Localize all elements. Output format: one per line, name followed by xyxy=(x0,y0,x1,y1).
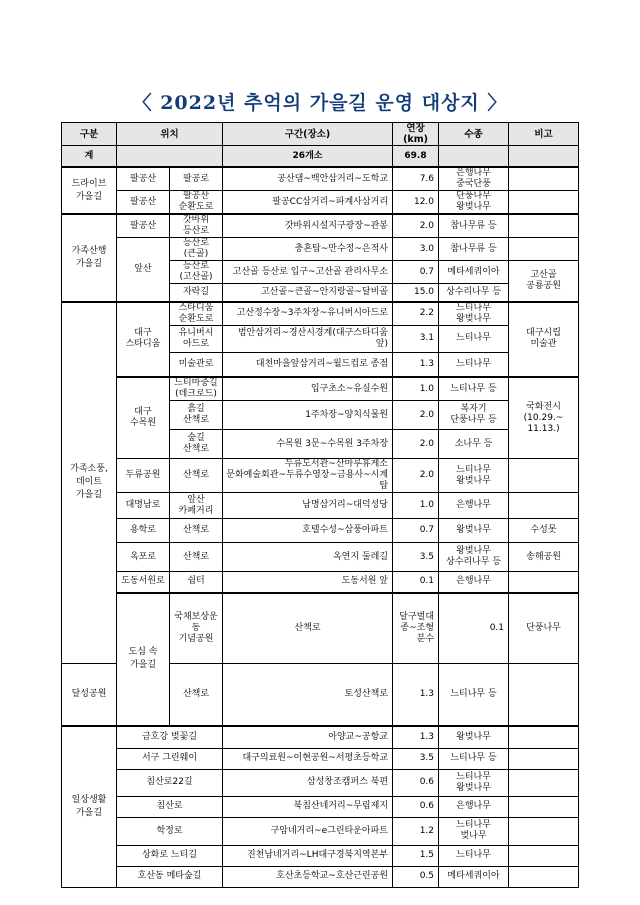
location-cell: 옥포로 xyxy=(117,543,170,572)
sub-location-cell: 팔공로 xyxy=(170,167,223,191)
total-note xyxy=(509,146,579,168)
species-cell: 느티나무 등 xyxy=(439,748,509,769)
location-cell: 침산로22길 xyxy=(117,769,223,796)
species-cell: 복자기 단풍나무 등 xyxy=(439,401,509,430)
table-row xyxy=(62,593,579,664)
length-cell: 1.3 xyxy=(393,664,439,726)
total-label: 계 xyxy=(62,146,117,168)
location-cell: 국채보상운동 기념공원 xyxy=(170,593,223,664)
table-row xyxy=(62,214,579,238)
total-section: 26개소 xyxy=(223,146,393,168)
section-cell: 1주차장~양치식물원 xyxy=(223,401,393,430)
species-cell: 상수리나무 등 xyxy=(439,284,509,302)
length-cell: 0.7 xyxy=(393,519,439,543)
note-cell xyxy=(509,493,579,519)
section-cell: 갓바위시설지구광장~관봉 xyxy=(223,214,393,238)
note-cell xyxy=(509,748,579,769)
length-cell: 2.0 xyxy=(393,459,439,493)
sub-location-cell: 자락길 xyxy=(170,284,223,302)
note-cell xyxy=(509,191,579,215)
location-cell: 호산동 메타숲길 xyxy=(117,866,223,887)
sub-location-cell: 미술관로 xyxy=(170,352,223,377)
species-cell: 단풍나무 xyxy=(509,593,579,664)
header-section: 구간(장소) xyxy=(223,123,393,146)
sub-location-cell: 산책로 xyxy=(223,593,393,664)
section-cell: 대천마을앞삼거리~월드컵로 종점 xyxy=(223,352,393,377)
sub-location-cell: 산책로 xyxy=(170,664,223,726)
species-cell: 단풍나무 왕벚나무 xyxy=(439,191,509,215)
section-cell: 호텔수성~삼풍아파트 xyxy=(223,519,393,543)
species-cell: 왕벚나무 상수리나무 등 xyxy=(439,543,509,572)
length-cell: 0.5 xyxy=(393,866,439,887)
section-cell: 고산골~큰골~안지랑골~달비골 xyxy=(223,284,393,302)
length-cell: 3.0 xyxy=(393,238,439,261)
note-cell xyxy=(509,769,579,796)
species-cell: 은행나무 중국단풍 xyxy=(439,167,509,191)
sub-location-cell: 유니버시 아드로 xyxy=(170,325,223,352)
location-cell: 대명남로 xyxy=(117,493,170,519)
sub-location-cell: 산책로 xyxy=(170,459,223,493)
sub-location-cell: 팔공산 순환도로 xyxy=(170,191,223,215)
section-cell: 북침산네거리~무림제지 xyxy=(223,796,393,817)
species-cell: 왕벚나무 xyxy=(439,519,509,543)
category-cell: 도심 속 가을길 xyxy=(117,593,170,727)
species-cell: 참나무류 등 xyxy=(439,214,509,238)
table-row xyxy=(62,519,579,543)
note-cell xyxy=(509,726,579,748)
sub-location-cell: 앞산 카페거리 xyxy=(170,493,223,519)
length-cell: 2.0 xyxy=(393,214,439,238)
length-cell: 15.0 xyxy=(393,284,439,302)
header-length: 연장(km) xyxy=(393,123,439,146)
species-cell: 느티나무 왕벚나무 xyxy=(439,769,509,796)
section-cell: 두류도서관~산마루휴게소 문화예술회관~두류수영장~금용사~시계탑 xyxy=(223,459,393,493)
length-cell: 0.7 xyxy=(393,261,439,284)
species-cell: 느티나무 왕벚나무 xyxy=(439,302,509,326)
location-cell: 용학로 xyxy=(117,519,170,543)
length-cell: 0.6 xyxy=(393,769,439,796)
sub-location-cell: 등산로 (고산골) xyxy=(170,261,223,284)
section-cell: 토성산책로 xyxy=(223,664,393,726)
header-location: 위치 xyxy=(117,123,223,146)
length-cell: 3.1 xyxy=(393,325,439,352)
length-cell: 0.1 xyxy=(439,593,509,664)
location-cell: 도동서원로 xyxy=(117,572,170,593)
total-row xyxy=(62,146,579,168)
note-cell xyxy=(509,796,579,817)
table-row xyxy=(62,191,579,215)
location-cell: 앞산 xyxy=(117,238,170,302)
location-cell: 팔공산 xyxy=(117,191,170,215)
species-cell: 참나무류 등 xyxy=(439,238,509,261)
section-cell: 남명삼거리~대덕성당 xyxy=(223,493,393,519)
section-cell: 입구초소~유실수원 xyxy=(223,377,393,401)
table-row xyxy=(62,572,579,593)
species-cell: 느티나무 xyxy=(439,352,509,377)
length-cell: 7.6 xyxy=(393,167,439,191)
section-cell: 팔공CC삼거리~파계사삼거리 xyxy=(223,191,393,215)
length-cell: 1.2 xyxy=(393,817,439,845)
table-row xyxy=(62,796,579,817)
length-cell: 12.0 xyxy=(393,191,439,215)
note-cell: 송해공원 xyxy=(509,543,579,572)
table-row xyxy=(62,543,579,572)
section-cell: 충혼탑~만수정~은적사 xyxy=(223,238,393,261)
route-table xyxy=(61,122,579,888)
length-cell: 1.5 xyxy=(393,845,439,866)
length-cell: 2.2 xyxy=(393,302,439,326)
table-row xyxy=(62,748,579,769)
section-cell: 옥연지 둘레길 xyxy=(223,543,393,572)
table-row xyxy=(62,493,579,519)
note-cell: 수성못 xyxy=(509,519,579,543)
species-cell: 느티나무 xyxy=(439,845,509,866)
location-cell: 대구 수목원 xyxy=(117,377,170,459)
section-cell: 수목원 3문~수목원 3주차장 xyxy=(223,430,393,459)
length-cell: 1.3 xyxy=(393,352,439,377)
table-row xyxy=(62,866,579,887)
species-cell: 소나무 등 xyxy=(439,430,509,459)
species-cell: 느티나무 xyxy=(439,325,509,352)
table-row xyxy=(62,769,579,796)
sub-location-cell: 느티마중길 (데크로드) xyxy=(170,377,223,401)
category-cell: 일상생활 가을길 xyxy=(62,726,117,887)
length-cell: 1.3 xyxy=(393,726,439,748)
section-cell: 고산정수장~3주차장~유니버시아드로 xyxy=(223,302,393,326)
length-cell: 3.5 xyxy=(393,543,439,572)
section-cell: 범안삼거리~경산시경계(대구스타디움 앞) xyxy=(223,325,393,352)
note-cell: 대구시립 미술관 xyxy=(509,302,579,378)
table-row xyxy=(62,459,579,493)
location-cell: 서구 그린웨이 xyxy=(117,748,223,769)
length-cell: 2.0 xyxy=(393,430,439,459)
section-cell: 도동서원 앞 xyxy=(223,572,393,593)
note-cell xyxy=(509,167,579,191)
section-cell: 아양교~공항교 xyxy=(223,726,393,748)
length-cell: 1.0 xyxy=(393,493,439,519)
location-cell: 금호강 벚꽃길 xyxy=(117,726,223,748)
category-cell: 가족산행 가을길 xyxy=(62,214,117,302)
length-cell: 1.0 xyxy=(393,377,439,401)
note-cell xyxy=(509,459,579,493)
section-cell: 구암네거리~e그린타운아파트 xyxy=(223,817,393,845)
section-cell: 삼성창조캠퍼스 북편 xyxy=(223,769,393,796)
header-species: 수종 xyxy=(439,123,509,146)
section-cell: 달구벌대종~조형분수 xyxy=(393,593,439,664)
location-cell: 팔공산 xyxy=(117,214,170,238)
category-cell: 드라이브 가을길 xyxy=(62,167,117,214)
section-cell: 호산초등학교~호산근린공원 xyxy=(223,866,393,887)
note-cell xyxy=(509,238,579,261)
table-row xyxy=(62,238,579,261)
note-cell xyxy=(509,845,579,866)
sub-location-cell: 쉼터 xyxy=(170,572,223,593)
length-cell: 0.6 xyxy=(393,796,439,817)
sub-location-cell: 산책로 xyxy=(170,543,223,572)
note-cell xyxy=(509,866,579,887)
note-cell: 고산골 공룡공원 xyxy=(509,261,579,302)
length-cell: 0.1 xyxy=(393,572,439,593)
table-row xyxy=(62,377,579,401)
category-cell: 가족소풍, 데이트 가을길 xyxy=(62,302,117,664)
sub-location-cell: 숲길 산책로 xyxy=(170,430,223,459)
sub-location-cell: 등산로 (큰골) xyxy=(170,238,223,261)
header-note: 비고 xyxy=(509,123,579,146)
species-cell: 느티나무 등 xyxy=(439,664,509,726)
table-row xyxy=(62,726,579,748)
species-cell: 은행나무 xyxy=(439,796,509,817)
length-cell: 2.0 xyxy=(393,401,439,430)
location-cell: 상화로 느티길 xyxy=(117,845,223,866)
section-cell: 공산댐~백안삼거리~도학교 xyxy=(223,167,393,191)
species-cell: 느티나무 왕벚나무 xyxy=(439,459,509,493)
page-title: 〈 2022년 추억의 가을길 운영 대상지 〉 xyxy=(132,92,508,114)
table-row xyxy=(62,167,579,191)
location-cell: 팔공산 xyxy=(117,167,170,191)
section-cell: 진천남네거리~LH대구경북지역본부 xyxy=(223,845,393,866)
total-location xyxy=(117,146,223,168)
species-cell: 왕벚나무 xyxy=(439,726,509,748)
table-row xyxy=(62,302,579,326)
location-cell: 학정로 xyxy=(117,817,223,845)
sub-location-cell: 스타디움 순환도로 xyxy=(170,302,223,326)
total-length: 69.8 xyxy=(393,146,439,168)
total-species xyxy=(439,146,509,168)
section-cell: 대구의료원~이현공원~서평초등학교 xyxy=(223,748,393,769)
note-cell xyxy=(509,214,579,238)
note-cell xyxy=(509,817,579,845)
table-row xyxy=(62,817,579,845)
sub-location-cell: 산책로 xyxy=(170,519,223,543)
section-cell: 고산골 등산로 입구~고산골 관리사무소 xyxy=(223,261,393,284)
species-cell: 느티나무 벚나무 xyxy=(439,817,509,845)
note-cell: 국화전시 (10.29.~ 11.13.) xyxy=(509,377,579,459)
species-cell: 느티나무 등 xyxy=(439,377,509,401)
header-row xyxy=(62,123,579,146)
header-category: 구분 xyxy=(62,123,117,146)
sub-location-cell: 흙길 산책로 xyxy=(170,401,223,430)
species-cell: 은행나무 xyxy=(439,572,509,593)
location-cell: 달성공원 xyxy=(62,664,117,726)
location-cell: 침산로 xyxy=(117,796,223,817)
location-cell: 두류공원 xyxy=(117,459,170,493)
species-cell: 은행나무 xyxy=(439,493,509,519)
location-cell: 대구 스타디움 xyxy=(117,302,170,378)
sub-location-cell: 갓바위 등산로 xyxy=(170,214,223,238)
species-cell: 메타세쿼이아 xyxy=(439,866,509,887)
length-cell: 3.5 xyxy=(393,748,439,769)
species-cell: 메타세쿼이아 xyxy=(439,261,509,284)
table-row xyxy=(62,845,579,866)
note-cell xyxy=(509,572,579,593)
